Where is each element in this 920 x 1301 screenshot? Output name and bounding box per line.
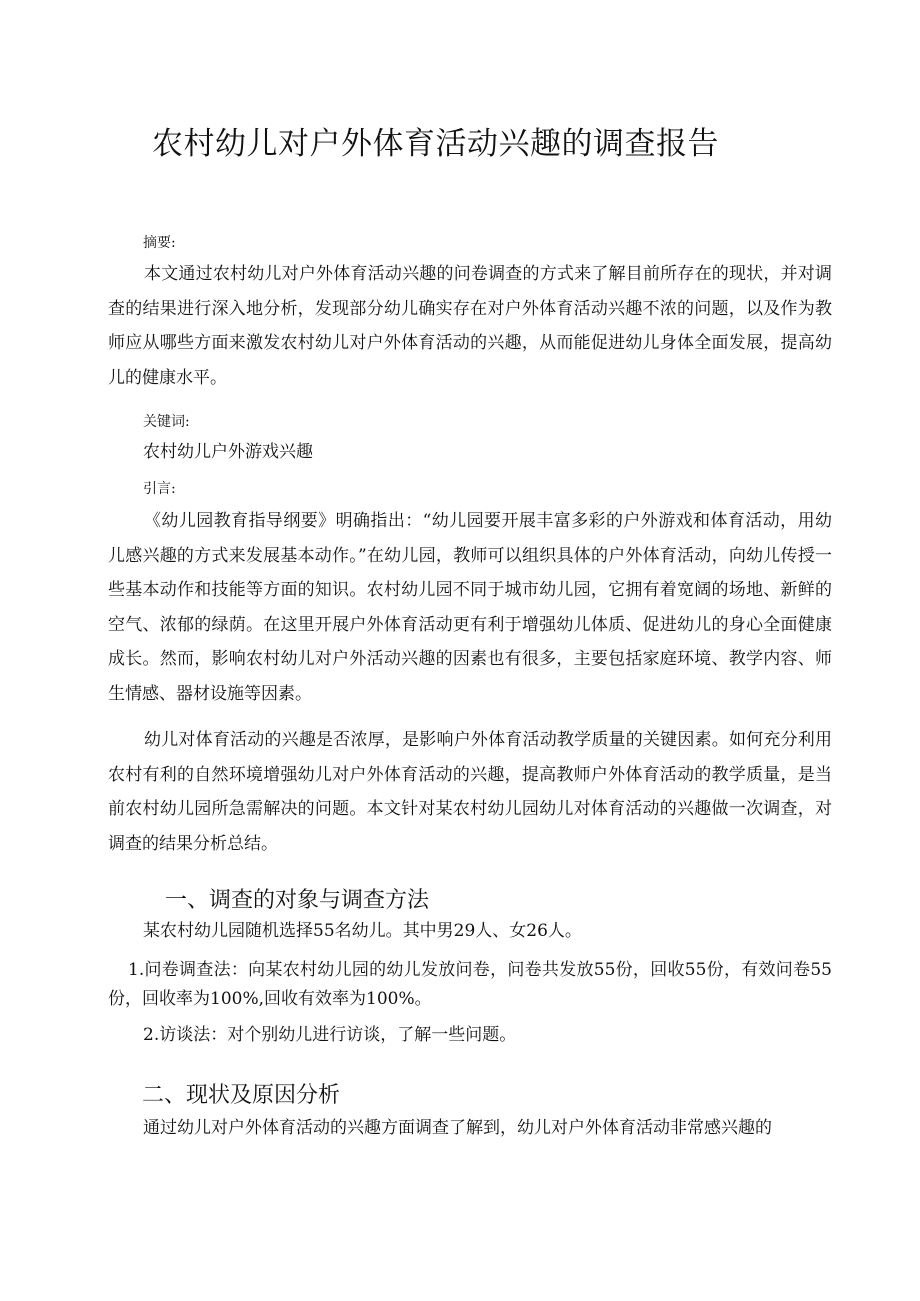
survey-subjects-text: 某农村幼儿园随机选择55名幼儿。其中男29人、女26人。 [143,921,582,941]
survey-method-2: 2.访谈法：对个别幼儿进行访谈，了解一些问题。 [143,1025,517,1045]
document-title: 农村幼儿对户外体育活动兴趣的调查报告 [152,126,719,162]
section-1-heading: 一、调查的对象与调查方法 [165,888,430,913]
keywords-label: 关键词: [143,414,190,430]
keywords-text: 农村幼儿户外游戏兴趣 [143,442,313,462]
survey-method-1: 1.问卷调查法：向某农村幼儿园的幼儿发放问卷，问卷共发放55份，回收55份，有效问卷55份，回收率为100%,回收有效率为100%。 [108,960,832,1009]
intro-paragraph-2: 幼儿对体育活动的兴趣是否浓厚，是影响户外体育活动教学质量的关键因素。如何充分利用农村有利的自然环境增强幼儿对户外体育活动的兴趣，提高教师户外体育活动的教学质量，是当前农村幼儿园所急需解决的问题。本文针对某农村幼儿园幼儿对体育活动的兴趣做一次调查，对调查的结果分析总结。 [108,730,832,854]
abstract-paragraph: 本文通过农村幼儿对户外体育活动兴趣的问卷调查的方式来了解目前所存在的现状，并对调查的结果进行深入地分析，发现部分幼儿确实存在对户外体育活动兴趣不浓的问题，以及作为教师应从哪些方面来激发农村幼儿对户外体育活动的兴趣，从而能促进幼儿身体全面发展，提高幼儿的健康水平。 [108,264,832,388]
section-2-first-line: 通过幼儿对户外体育活动的兴趣方面调查了解到，幼儿对户外体育活动非常感兴趣的 [143,1118,772,1138]
abstract-label: 摘要: [143,235,176,251]
intro-paragraph-1: 《幼儿园教育指导纲要》明确指出：“幼儿园要开展丰富多彩的户外游戏和体育活动，用幼儿感兴趣的方式来发展基本动作。”在幼儿园，教师可以组织具体的户外体育活动，向幼儿传授一些基本动作和技能等方面的知识。农村幼儿园不同于城市幼儿园，它拥有着宽阔的场地、新鲜的空气、浓郁的绿荫。在这里开展户外体育活动更有利于增强幼儿体质、促进幼儿的身心全面健康成长。然而，影响农村幼儿对户外活动兴趣的因素也有很多，主要包括家庭环境、教学内容、师生情感、器材设施等因素。 [108,511,832,704]
intro-label: 引言: [143,481,176,497]
section-2-heading: 二、现状及原因分析 [142,1083,341,1108]
